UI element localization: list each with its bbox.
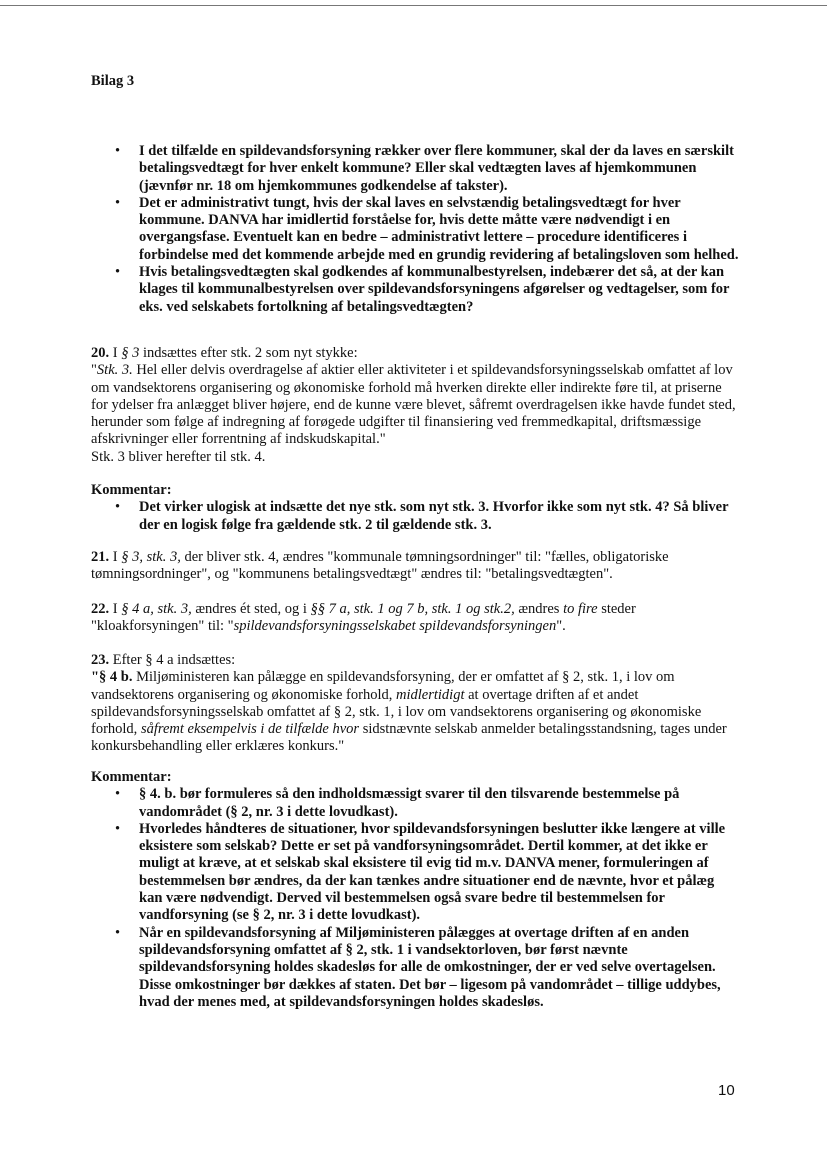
section-number: 22.: [91, 601, 110, 617]
section-number: 20.: [91, 345, 110, 361]
kommentar-2: [91, 769, 741, 1011]
kommentar-label: Kommentar:: [91, 769, 172, 785]
list-item: • Det virker ulogisk at indsætte det nye stk. som nyt stk. 3. Hvorfor ikke som nyt stk. 4? Så bliver der en logisk følge fra gældende stk. 2 til gældende stk. 3.: [91, 499, 741, 534]
section-20-stk-line: Stk. 3 bliver herefter til stk. 4.: [91, 448, 266, 465]
section-22: 22. I § 4 a, stk. 3, ændres ét sted, og i §§ 7 a, stk. 1 og 7 b, stk. 1 og stk.2, ændres to fire steder "kloakforsyningen" til: "spildevandsforsyningsselskabet spildevandsforsyningen".: [91, 601, 636, 635]
list-item: • Det er administrativt tungt, hvis der skal laves en selvstændig betalingsvedtægt for hver kommune. DANVA har imidlertid forståelse for, hvis dette måtte være nødvendigt i en overgangsfase. Eventuelt kan en bedre – administrativt lettere – procedure identificeres i forbindelse med det kommende arbejde med en grundig revidering af betalingsloven som helhed.: [91, 195, 741, 264]
section-23-intro: 23. Efter § 4 a indsættes:: [91, 652, 236, 668]
bullet-list-1: [91, 143, 741, 316]
section-23: [91, 652, 741, 756]
list-item: • I det tilfælde en spildevandsforsyning rækker over flere kommuner, skal der da laves en særskilt betalingsvedtægt for hver enkelt kommune? Eller skal vedtægten laves af hjemkommunen (jævnfør nr. 18 om hjemkommunes godkendelse af takster).: [91, 143, 741, 195]
section-number: 23.: [91, 652, 110, 668]
page-header: Bilag 3: [91, 73, 135, 89]
page-number: 10: [718, 1082, 735, 1099]
section-20-quote: "Stk. 3. Hel eller delvis overdragelse af aktier eller aktiviteter i et spildevandsforsyningsselskab omfattet af lov om vandsektorens organisering og økonomiske forhold må hverken direkte eller indirekte føre til, at priserne for ydelser fra anlægget bliver højere, end de kunne være blevet, såfremt overdragelsen ikke havde fundet sted, herunder som følge af indregning af forøgede udgifter til finansiering ved fremmedkapital, driftsmæssige afskrivninger eller forrentning af indskudskapital.": [91, 362, 736, 448]
section-number: 21.: [91, 549, 110, 565]
kommentar-1: [91, 482, 741, 534]
section-20: [91, 345, 741, 466]
section-23-quote: "§ 4 b. Miljøministeren kan pålægge en spildevandsforsyning, der er omfattet af § 2, stk. 1, i lov om vandsektorens organisering og økonomiske forhold, midlertidigt at overtage driften af et andet spildevandsforsyningsselskab omfattet af § 2, stk. 1, i lov om vandsektorens organisering og økonomiske forhold, såfremt eksempelvis i de tilfælde hvor sidstnævnte selskab anmelder betalingsstandsning, tages under konkursbehandling eller erklæres konkurs.": [91, 669, 727, 755]
section-21: 21. I § 3, stk. 3, der bliver stk. 4, ændres "kommunale tømningsordninger" til: "fælles, obligatoriske tømningsordninger", og "kommunens betalingsvedtægt" ændres til: "betalingsvedtægten".: [91, 549, 669, 583]
list-item: • Hvorledes håndteres de situationer, hvor spildevandsforsyningen beslutter ikke længere at ville eksistere som selskab? Dette er set på vandforsyningsområdet. Dertil kommer, at det ikke er muligt at kræve, at et selskab skal eksistere til evig tid m.v. DANVA mener, formuleringen af bestemmelsen bør ændres, da der kan tænkes andre situationer end de nævnte, hvor et pålæg kan være nødvendigt. Derved vil bestemmelsen også svare bedre til bestemmelsen for vandforsyning (se § 2, nr. 3 i dette lovudkast).: [91, 821, 741, 925]
list-item: • § 4. b. bør formuleres så den indholdsmæssigt svarer til den tilsvarende bestemmelse på vandområdet (§ 2, nr. 3 i dette lovudkast).: [91, 786, 741, 821]
section-20-intro: 20. I § 3 indsættes efter stk. 2 som nyt stykke:: [91, 345, 358, 361]
list-item: • Når en spildevandsforsyning af Miljøministeren pålægges at overtage driften af en anden spildevandsforsyning omfattet af § 2, stk. 1 i vandsektorloven, bør først nævnte spildevandsforsyning holdes skadesløs for alle de omkostninger, der er ved selve overtagelsen. Disse omkostninger bør dækkes af staten. Det bør – ligesom på vandområdet – tillige uddybes, hvad der menes med, at spildevandsforsyningen holdes skadesløs.: [91, 925, 741, 1011]
section-ref: § 3: [121, 345, 140, 361]
list-item: • Hvis betalingsvedtægten skal godkendes af kommunalbestyrelsen, indebærer det så, at der kan klages til kommunalbestyrelsen over spildevandsforsyningens afgørelser og vedtagelser, som for eks. ved selskabets fortolkning af betalingsvedtægten?: [91, 264, 741, 316]
kommentar-label: Kommentar:: [91, 482, 172, 498]
